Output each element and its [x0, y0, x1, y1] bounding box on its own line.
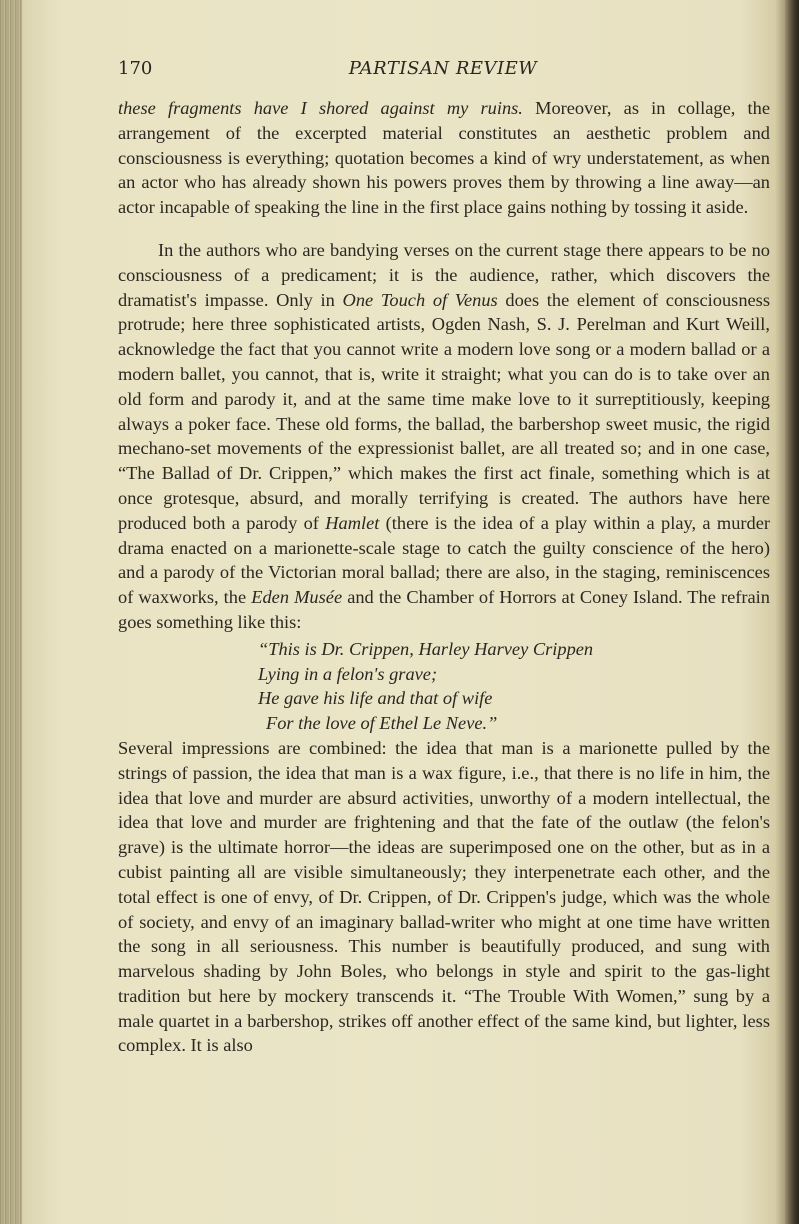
paragraph-3: Several impressions are combined: the idea that man is a marionette pulled by the strings of passion, the idea that man is a wax figure, i.e., that there is no life in him, the idea that love and murder are absurd activities, unworthy of a modern intellectual, the idea that love and murder are frightening and that the fate of the outlaw (the felon's grave) is the ultimate horror—the ideas are superimposed one on the other, but as in a cubist painting all are visible simultaneously; they interpenetrate each other, and the total effect is one of envy, of Dr. Crippen, of Dr. Crippen's judge, which was the whole of society, and envy of an imaginary ballad-writer who might at one time have written the song in all seriousness. This number is beautifully produced, and sung with marvelous shading by John Boles, who belongs in style and spirit to the gas-light tradition but here by mockery transcends it. “The Trouble With Women,” sung by a male quartet in a barbershop, strikes off another effect of the same kind, but lighter, less complex. It is also	[118, 737, 770, 1056]
quoted-fragment: these fragments have I shored against my ruins.	[118, 98, 523, 118]
body-text	[118, 96, 770, 1058]
verse-line: Lying in a felon's grave;	[258, 663, 438, 684]
verse-refrain	[258, 637, 770, 736]
title-hamlet: Hamlet	[325, 512, 380, 533]
title-one-touch-of-venus: One Touch of Venus	[342, 289, 498, 310]
verse-line: “This is Dr. Crippen, Harley Harvey Crippen	[258, 638, 594, 659]
verse-line: For the love of Ethel Le Neve.”	[266, 713, 498, 734]
running-header	[118, 56, 768, 88]
paragraph-2-text-4: and the Chamber of Horrors at Coney Island. The refrain goes something like this:	[118, 587, 770, 632]
page-number: 170	[118, 58, 153, 79]
paragraph-2-text-3: (there is the idea of a play within a play, a murder drama enacted on a marionette-scale stage to catch the guilty conscience of the hero) and a parody of the Victorian moral ballad; there are also, in the staging, reminiscences of waxworks, the	[118, 512, 770, 608]
paragraph-1	[118, 96, 770, 220]
title-eden-musee: Eden Musée	[251, 587, 343, 608]
paragraph-1-text: Moreover, as in collage, the arrangement of the excerpted material constitutes an aesthetic problem and consciousness is everything; quotation becomes a kind of wry understatement, as when an actor who has already shown his powers proves them by throwing a line away—an actor incapable of speaking the line in the first place gains nothing by tossing it aside.	[118, 98, 771, 218]
book-binding-shadow	[0, 0, 22, 1224]
running-title: PARTISAN REVIEW	[348, 58, 538, 79]
page-edge-shadow	[785, 0, 799, 1224]
verse-line: He gave his life and that of wife	[258, 688, 493, 709]
paragraph-2-text-2: does the element of consciousness protrude; here three sophisticated artists, Ogden Nash, S. J. Perelman and Kurt Weill, acknowledge the fact that you cannot write a modern love song or a modern ballad or a modern ballet, you cannot, that is, write it straight; what you can do is to take over an old form and parody it, and at the same time make love to it surreptitiously, keeping always a poker face. These old forms, the ballad, the barbershop sweet music, the rigid mechano-set movements of the expressionist ballet, are all treated so; and in one case, “The Ballad of Dr. Crippen,” which makes the first act finale, something which is at once grotesque, absurd, and morally terrifying is created. The authors have here produced both a parody of	[118, 289, 770, 533]
paragraph-2	[118, 238, 770, 635]
paragraph-2-text-1: In the authors who are bandying verses on the current stage there appears to be no consciousness of a predicament; it is the audience, rather, which discovers the dramatist's impasse. Only in	[118, 239, 770, 310]
